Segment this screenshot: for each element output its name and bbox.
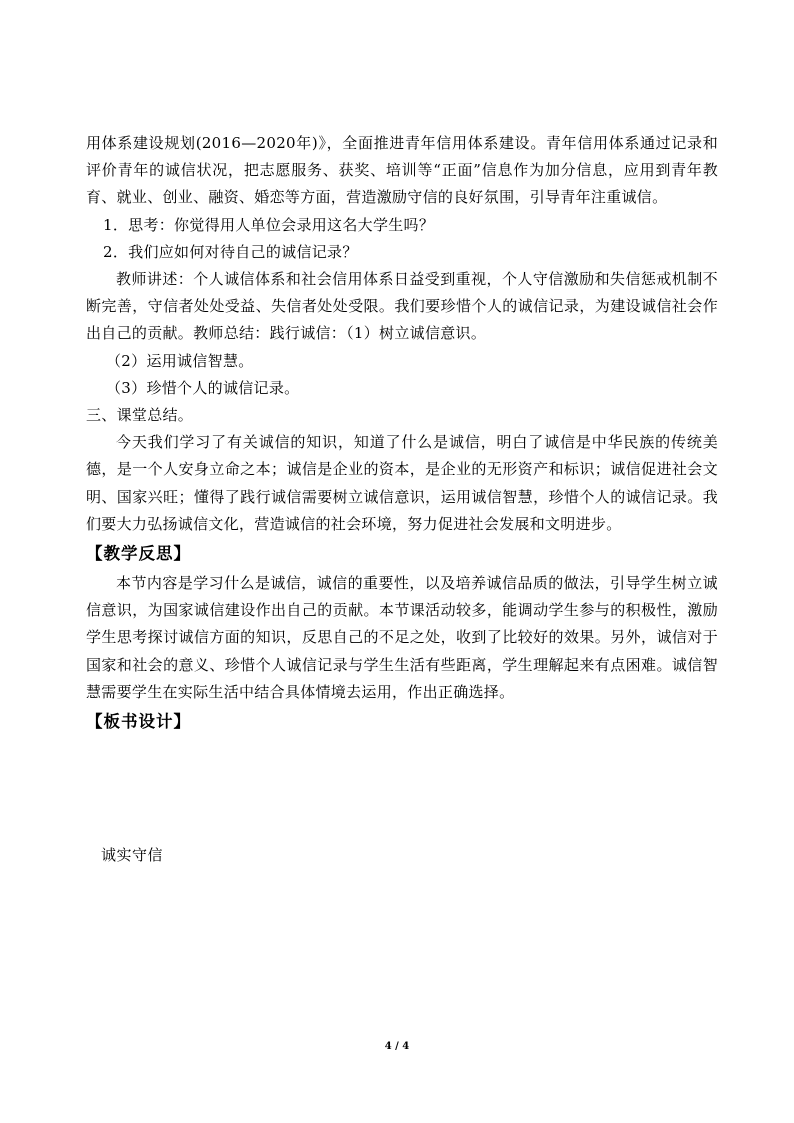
heading-teaching-reflection: 【教学反思】 [86, 544, 191, 564]
paragraph-credit-system: 用体系建设规划(2016—2020年)》，全面推进青年信用体系建设。青年信用体系通过记录和评价青年的诚信状况，把志愿服务、获奖、培训等“正面”信息作为加分信息，应用到青年教育、就业、创业、融资、婚恋等方面，营造激励守信的良好氛围，引导青年注重诚信。 [86, 134, 718, 207]
paragraph-class-summary: 今天我们学习了有关诚信的知识，知道了什么是诚信，明白了诚信是中华民族的传统美德，是一个人安身立命之本；诚信是企业的资本，是企业的无形资产和标识；诚信促进社会文明、国家兴旺；懂得了践行诚信需要树立诚信意识，运用诚信智慧，珍惜个人的诚信记录。我们要大力弘扬诚信文化，营造诚信的社会环境，努力促进社会发展和文明进步。 [86, 433, 718, 533]
summary-point-2: （2）运用诚信智慧。 [106, 351, 254, 370]
paragraph-teaching-reflection: 本节内容是学习什么是诚信，诚信的重要性，以及培养诚信品质的做法，引导学生树立诚信意识，为国家诚信建设作出自己的贡献。本节课活动较多，能调动学生参与的积极性，激励学生思考探讨诚信方面的知识，反思自己的不足之处，收到了比较好的效果。另外，诚信对于国家和社会的意义、珍惜个人诚信记录与学生生活有些距离，学生理解起来有点困难。诚信智慧需要学生在实际生活中结合具体情境去运用，作出正确选择。 [86, 574, 718, 701]
page-content [86, 130, 718, 738]
heading-board-design: 【板书设计】 [86, 712, 191, 732]
summary-point-3: （3）珍惜个人的诚信记录。 [106, 378, 300, 397]
question-1: 1．思考：你觉得用人单位会录用这名大学生吗？ [103, 215, 435, 234]
page-number: 4 / 4 [384, 1041, 410, 1052]
board-design-text: 诚实守信 [101, 846, 164, 864]
paragraph-teacher-talk: 教师讲述：个人诚信体系和社会信用体系日益受到重视，个人守信激励和失信惩戒机制不断完善，守信者处处受益、失信者处处受限。我们要珍惜个人的诚信记录，为建设诚信社会作出自己的贡献。教师总结：践行诚信：（1）树立诚信意识。 [86, 270, 718, 343]
question-2: 2．我们应如何对待自己的诚信记录？ [103, 242, 358, 261]
section-heading-class-summary: 三、课堂总结。 [86, 406, 194, 425]
